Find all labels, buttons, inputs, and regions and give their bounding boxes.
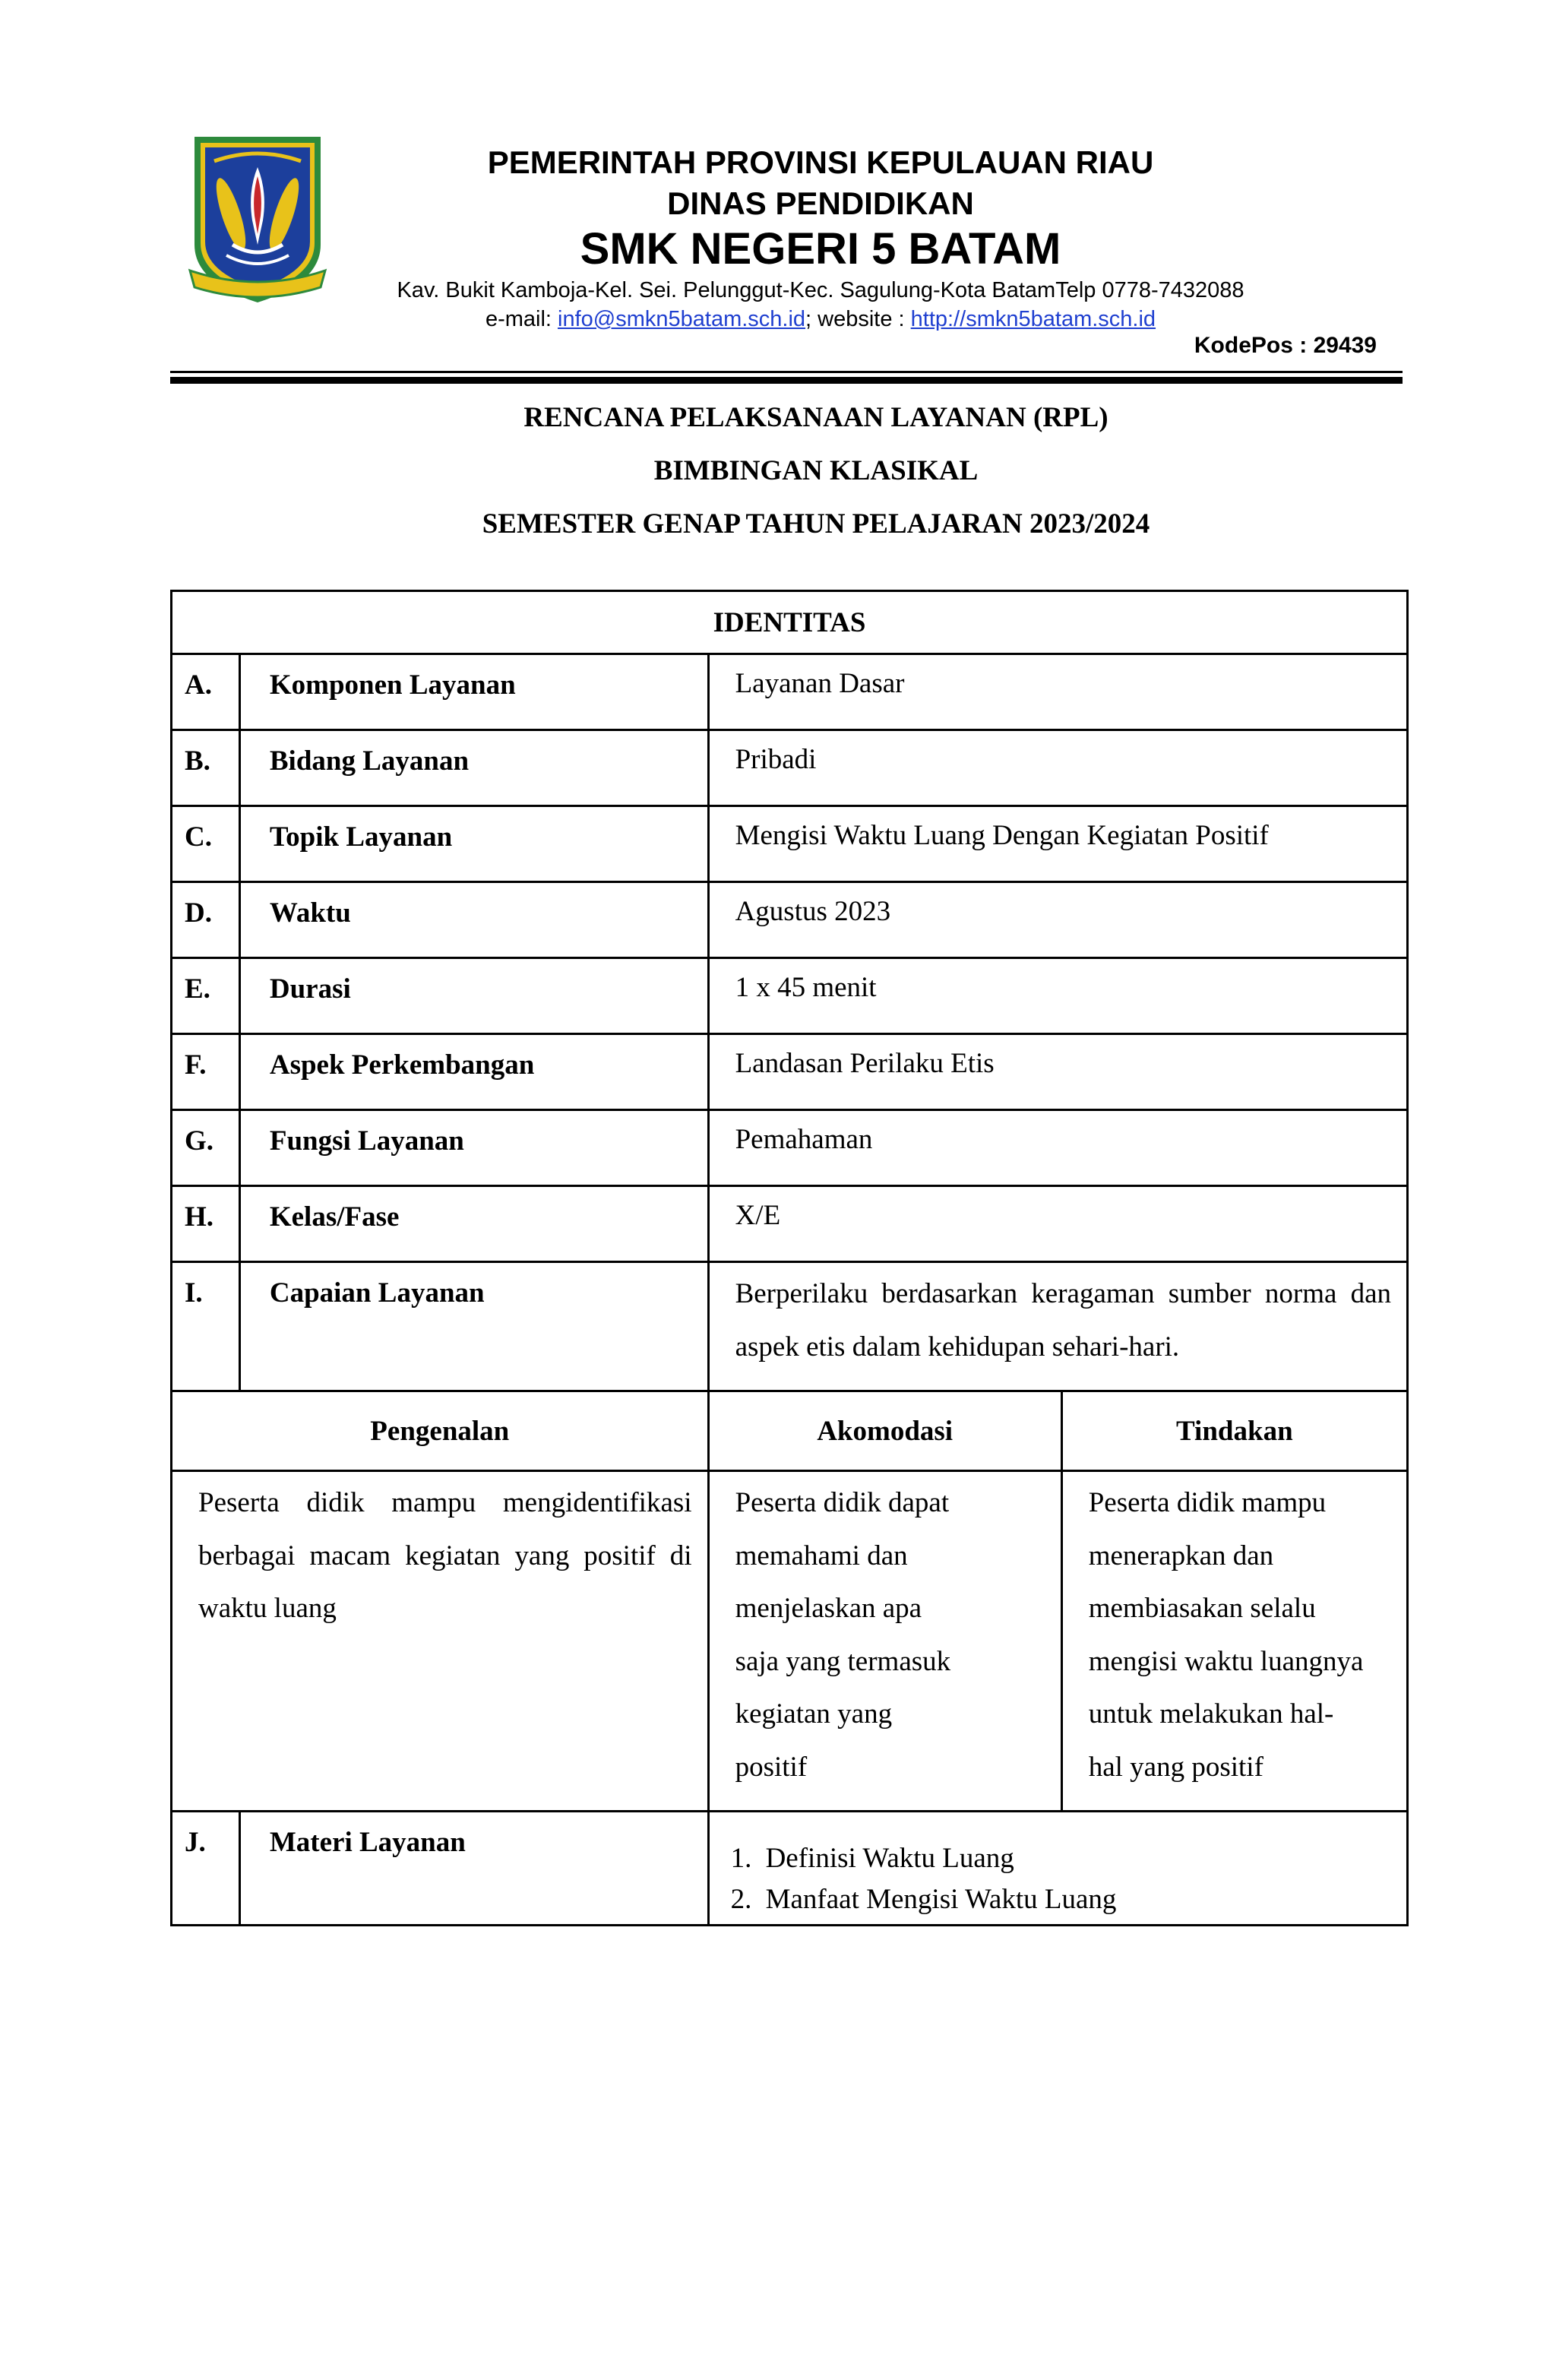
row-label: Durasi	[239, 958, 708, 1034]
tindakan-line: menerapkan dan	[1088, 1540, 1274, 1571]
row-value: Layanan Dasar	[708, 654, 1407, 730]
row-letter: C.	[172, 806, 240, 882]
akomodasi-line: saja yang termasuk	[735, 1645, 951, 1677]
doc-title-rpl: RENCANA PELAKSANAAN LAYANAN (RPL)	[523, 402, 1108, 433]
row-value: Pemahaman	[708, 1110, 1407, 1186]
row-value: Agustus 2023	[708, 882, 1407, 958]
header-school-name: SMK NEGERI 5 BATAM	[580, 224, 1061, 274]
row-label: Waktu	[239, 882, 708, 958]
table-row	[172, 1262, 1408, 1391]
table-row	[172, 654, 1408, 730]
akomodasi-line: kegiatan yang	[735, 1698, 893, 1730]
tindakan-line: mengisi waktu luangnya	[1088, 1645, 1364, 1677]
table-row	[172, 958, 1408, 1034]
row-value: Landasan Perilaku Etis	[708, 1034, 1407, 1110]
table-row-materi	[172, 1812, 1408, 1926]
table-row	[172, 882, 1408, 958]
table-row	[172, 1186, 1408, 1262]
table-row	[172, 806, 1408, 882]
stage-text-akomodasi	[708, 1471, 1061, 1812]
email-prefix: e-mail:	[485, 307, 558, 331]
website-prefix: ; website :	[805, 307, 911, 331]
row-letter: B.	[172, 730, 240, 806]
materi-list	[731, 1838, 1391, 1920]
stage-header-tindakan: Tindakan	[1061, 1391, 1407, 1471]
row-letter: D.	[172, 882, 240, 958]
doc-title-bimbingan: BIMBINGAN KLASIKAL	[653, 455, 979, 486]
row-label: Kelas/Fase	[239, 1186, 708, 1262]
akomodasi-line: positif	[735, 1751, 808, 1783]
table-row	[172, 1110, 1408, 1186]
row-value: X/E	[708, 1186, 1407, 1262]
row-label: Materi Layanan	[239, 1812, 708, 1926]
tindakan-line: untuk melakukan hal-	[1088, 1698, 1334, 1730]
akomodasi-line: memahami dan	[735, 1540, 908, 1571]
materi-list-cell	[708, 1812, 1407, 1926]
row-letter: G.	[172, 1110, 240, 1186]
stages-body-row	[172, 1471, 1408, 1812]
header-province: PEMERINTAH PROVINSI KEPULAUAN RIAU	[487, 144, 1154, 180]
row-letter: E.	[172, 958, 240, 1034]
akomodasi-line: menjelaskan apa	[735, 1593, 922, 1624]
row-label: Capaian Layanan	[239, 1262, 708, 1391]
header-divider-thin	[170, 371, 1403, 373]
list-item-number: 2.	[730, 1884, 752, 1915]
row-label: Topik Layanan	[239, 806, 708, 882]
row-letter: H.	[172, 1186, 240, 1262]
province-emblem-logo	[187, 131, 328, 307]
row-label: Bidang Layanan	[239, 730, 708, 806]
tindakan-line: Peserta didik mampu	[1088, 1487, 1327, 1518]
list-item-text: Definisi Waktu Luang	[765, 1843, 1014, 1874]
website-link[interactable]: http://smkn5batam.sch.id	[910, 307, 1156, 331]
header-agency: DINAS PENDIDIKAN	[667, 185, 974, 221]
row-letter: A.	[172, 654, 240, 730]
row-value: 1 x 45 menit	[708, 958, 1407, 1034]
list-item	[731, 1879, 1391, 1920]
identitas-table	[170, 590, 1409, 1926]
email-link[interactable]: info@smkn5batam.sch.id	[558, 307, 806, 331]
row-label: Fungsi Layanan	[239, 1110, 708, 1186]
tindakan-line: membiasakan selalu	[1088, 1593, 1316, 1624]
row-label: Komponen Layanan	[239, 654, 708, 730]
stages-header-row	[172, 1391, 1408, 1471]
row-letter: I.	[172, 1262, 240, 1391]
stage-header-akomodasi: Akomodasi	[708, 1391, 1061, 1471]
identitas-heading: IDENTITAS	[172, 591, 1408, 654]
header-kodepos: KodePos : 29439	[1194, 333, 1377, 358]
stage-text-tindakan	[1061, 1471, 1407, 1812]
row-value: Berperilaku berdasarkan keragaman sumber norma dan aspek etis dalam kehidupan sehari-hari.	[708, 1262, 1407, 1391]
header-divider-thick	[170, 377, 1403, 384]
table-row	[172, 1034, 1408, 1110]
row-letter: F.	[172, 1034, 240, 1110]
header-address: Kav. Bukit Kamboja-Kel. Sei. Pelunggut-Kec. Sagulung-Kota BatamTelp 0778-7432088	[397, 278, 1244, 302]
stage-header-pengenalan: Pengenalan	[172, 1391, 709, 1471]
akomodasi-line: Peserta didik dapat	[735, 1487, 950, 1518]
tindakan-line: hal yang positif	[1088, 1751, 1263, 1783]
row-value: Pribadi	[708, 730, 1407, 806]
row-value: Mengisi Waktu Luang Dengan Kegiatan Positif	[708, 806, 1407, 882]
doc-title-semester: SEMESTER GENAP TAHUN PELAJARAN 2023/2024	[482, 508, 1150, 540]
header-contact	[349, 307, 1292, 332]
list-item	[731, 1838, 1391, 1879]
table-row	[172, 730, 1408, 806]
stage-text-pengenalan: Peserta didik mampu mengidentifikasi berbagai macam kegiatan yang positif di waktu luang	[172, 1471, 709, 1812]
list-item-text: Manfaat Mengisi Waktu Luang	[765, 1884, 1117, 1915]
row-letter: J.	[172, 1812, 240, 1926]
row-label: Aspek Perkembangan	[239, 1034, 708, 1110]
list-item-number: 1.	[730, 1843, 752, 1874]
